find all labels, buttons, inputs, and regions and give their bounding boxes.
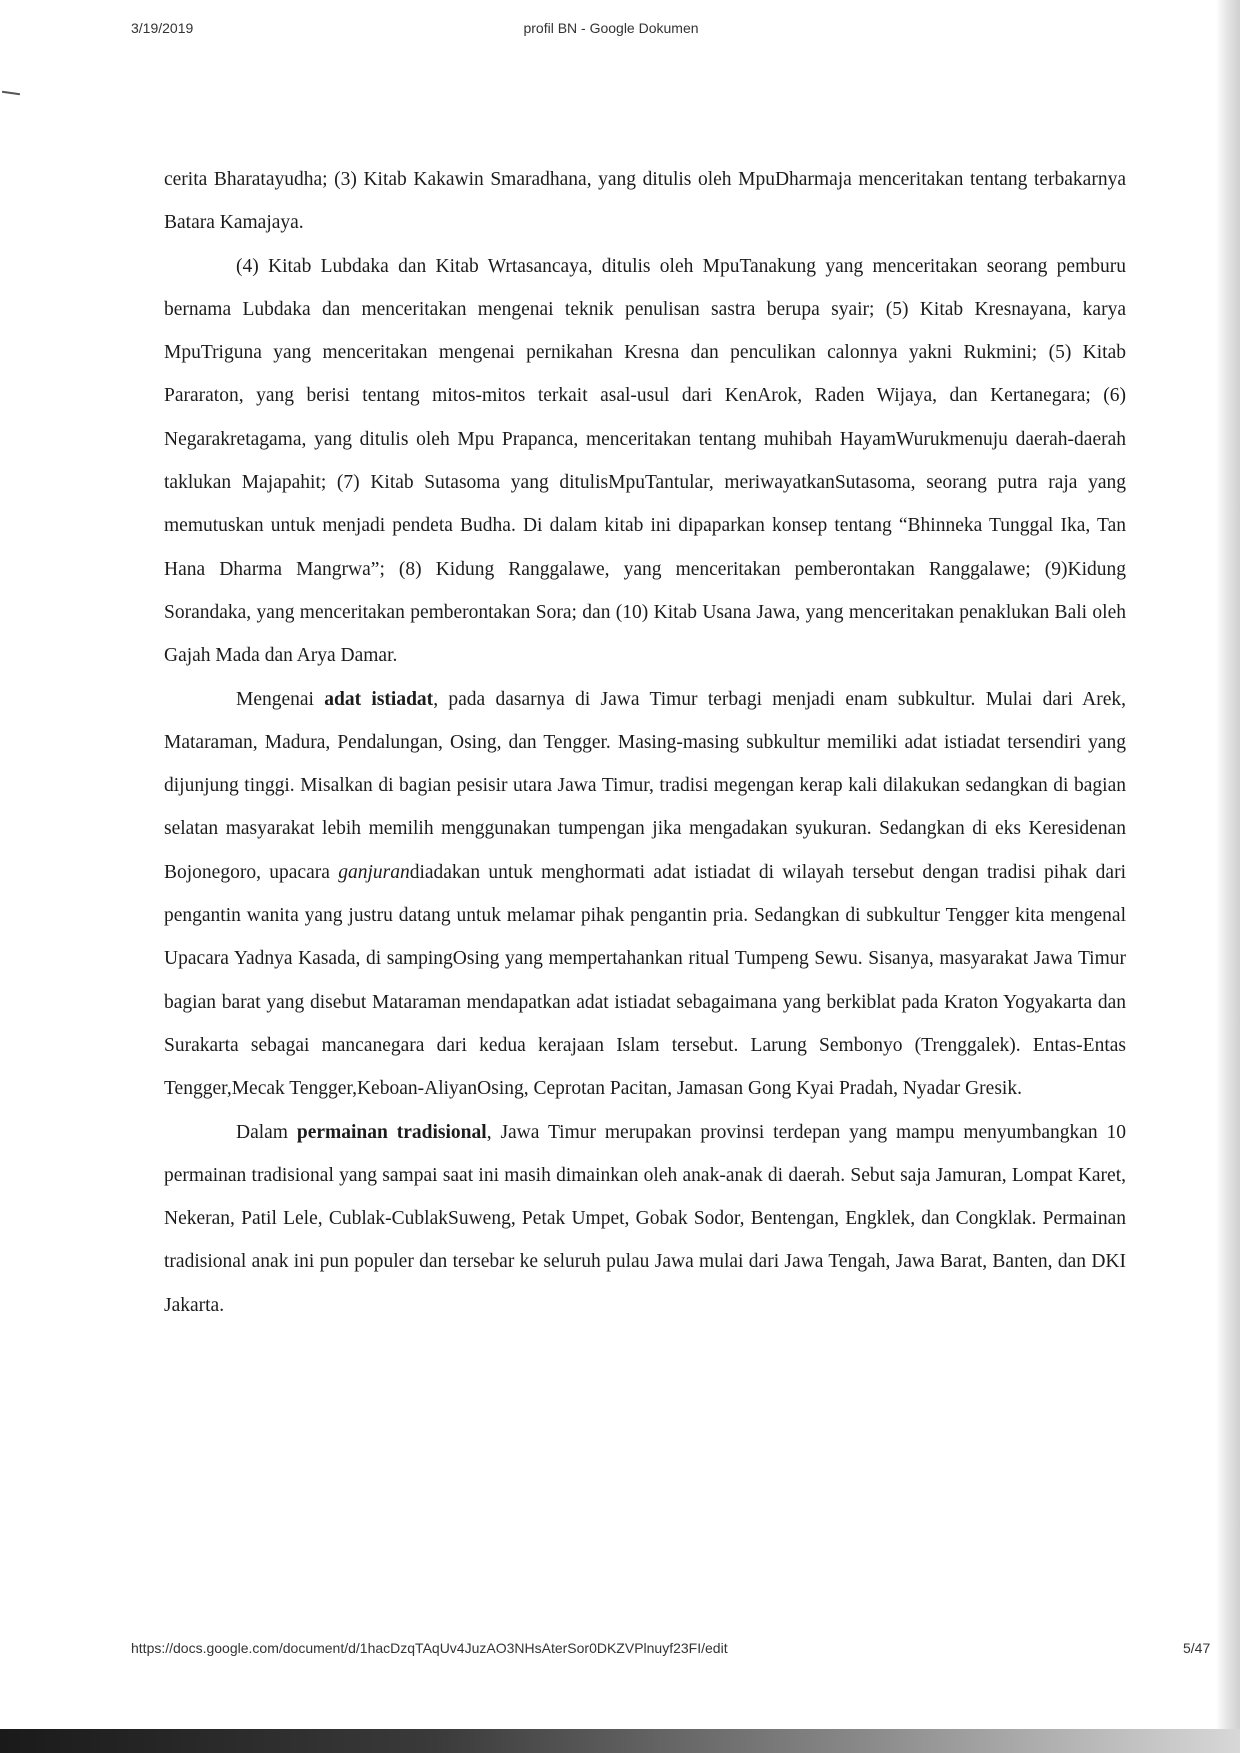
term-permainan-tradisional: permainan tradisional [296, 1121, 487, 1143]
scan-mark [2, 91, 20, 95]
document-body [164, 158, 1126, 1327]
paragraph-4-text-b: , Jawa Timur merupakan provinsi terdepan yang mampu menyumbangkan 10 permainan tradisional yang sampai saat ini masih dimainkan oleh anak-anak di daerah. Sebut saja Jamuran, Lompat Karet, Nekeran, Patil Lele, Cublak-CublakSuweng, Petak Umpet, Gobak Sodor, Bentengan, Engklek, dan Congklak. Permainan tradisional anak ini pun populer dan tersebar ke seluruh pulau Jawa mulai dari Jawa Tengah, Jawa Barat, Banten, dan DKI Jakarta. [164, 1121, 1127, 1316]
term-adat-istiadat: adat istiadat [324, 688, 434, 710]
paragraph-1: cerita Bharatayudha; (3) Kitab Kakawin Smaradhana, yang ditulis oleh MpuDharmaja menceritakan tentang terbakarnya Batara Kamajaya. [164, 169, 1126, 234]
scan-bottom-shadow [0, 1729, 1240, 1753]
paragraph-4 [164, 1111, 1126, 1327]
paragraph-4-text-a: Dalam [236, 1121, 297, 1143]
scan-edge-shadow [1216, 0, 1240, 1753]
paragraph-3-text-c: diadakan untuk menghormati adat istiadat di wilayah tersebut dengan tradisi pihak dari pengantin wanita yang justru datang untuk melamar pihak pengantin pria. Sedangkan di subkultur Tengger kita mengenal Upacara Yadnya Kasada, di sampingOsing yang mempertahankan ritual Tumpeng Sewu. Sisanya, masyarakat Jawa Timur bagian barat yang disebut Mataraman mendapatkan adat istiadat sebagaimana yang berkiblat pada Kraton Yogyakarta dan Surakarta sebagai mancanegara dari kedua kerajaan Islam tersebut. Larung Sembonyo (Trenggalek). Entas-Entas Tengger,Mecak Tengger,Keboan-AliyanOsing, Ceprotan Pacitan, Jamasan Gong Kyai Pradah, Nyadar Gresik. [164, 861, 1126, 1100]
document-title: profil BN - Google Dokumen [523, 20, 699, 36]
page-number: 5/47 [1183, 1640, 1211, 1656]
paragraph-3-text-b: , pada dasarnya di Jawa Timur terbagi menjadi enam subkultur. Mulai dari Arek, Mataraman, Madura, Pendalungan, Osing, dan Tengger. Masing-masing subkultur memiliki adat istiadat tersendiri yang dijunjung tinggi. Misalkan di bagian pesisir utara Jawa Timur, tradisi megengan kerap kali dilakukan sedangkan di bagian selatan masyarakat lebih memilih menggunakan tumpengan jika mengadakan syukuran. Sedangkan di eks Keresidenan Bojonegoro, upacara [164, 688, 1126, 883]
paragraph-2: (4) Kitab Lubdaka dan Kitab Wrtasancaya, ditulis oleh MpuTanakung yang menceritakan seorang pemburu bernama Lubdaka dan menceritakan mengenai teknik penulisan sastra berupa syair; (5) Kitab Kresnayana, karya MpuTriguna yang menceritakan mengenai pernikahan Kresna dan penculikan calonnya yakni Rukmini; (5) Kitab Pararaton, yang berisi tentang mitos-mitos terkait asal-usul dari KenArok, Raden Wijaya, dan Kertanegara; (6) Negarakretagama, yang ditulis oleh Mpu Prapanca, menceritakan tentang muhibah HayamWurukmenuju daerah-daerah taklukan Majapahit; (7) Kitab Sutasoma yang ditulisMpuTantular, meriwayatkanSutasoma, seorang putra raja yang memutuskan untuk menjadi pendeta Budha. Di dalam kitab ini dipaparkan konsep tentang “Bhinneka Tunggal Ika, Tan Hana Dharma Mangrwa”; (8) Kidung Ranggalawe, yang menceritakan pemberontakan Ranggalawe; (9)Kidung Sorandaka, yang menceritakan pemberontakan Sora; dan (10) Kitab Usana Jawa, yang menceritakan penaklukan Bali oleh Gajah Mada dan Arya Damar. [164, 255, 1126, 667]
print-header [131, 20, 1091, 42]
print-date: 3/19/2019 [131, 20, 194, 36]
paragraph-3-text-a: Mengenai [236, 688, 325, 710]
print-footer [131, 1640, 1131, 1662]
term-ganjuran: ganjuran [338, 861, 410, 883]
document-url: https://docs.google.com/document/d/1hacDzqTAqUv4JuzAO3NHsAterSor0DKZVPlnuyf23FI/edit [131, 1640, 728, 1656]
paragraph-3 [164, 678, 1126, 1111]
